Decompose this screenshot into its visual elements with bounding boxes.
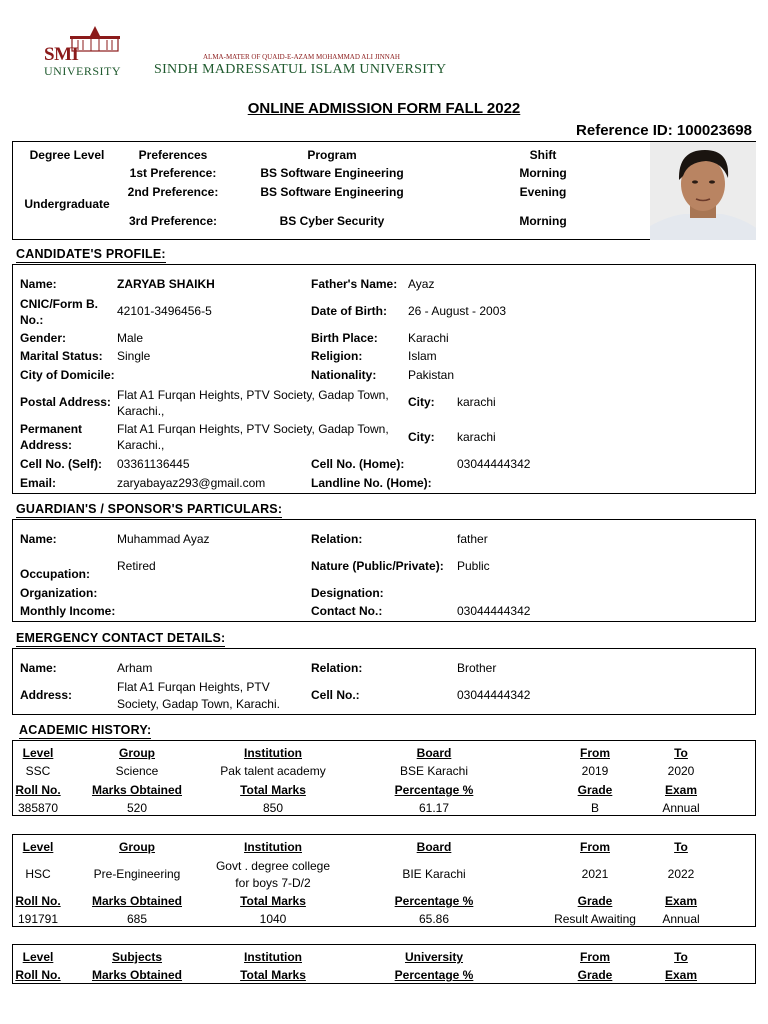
emergency-address-line2: Society, Gadap Town, Karachi. (117, 697, 280, 711)
emergency-relation-value: Brother (457, 661, 497, 675)
degree-level-value: Undergraduate (24, 197, 110, 211)
emergency-address-label: Address: (20, 688, 73, 702)
cell-home-label: Cell No. (Home): (311, 457, 405, 471)
nature-label: Nature (Public/Private): (311, 559, 444, 573)
hsc-marks: 685 (126, 912, 148, 926)
hsc-grade: Result Awaiting (554, 912, 636, 926)
ssc-h-group: Group (119, 746, 155, 760)
permanent-label-line2: Address: (20, 438, 73, 452)
uni-h-grade: Grade (577, 968, 613, 982)
reference-value: 100023698 (676, 122, 752, 139)
hsc-h-level: Level (22, 840, 54, 854)
landline-label: Landline No. (Home): (311, 476, 432, 490)
occupation-value: Retired (117, 559, 156, 573)
logo-smi-text: SMI (44, 44, 79, 65)
ssc-grade: B (590, 801, 600, 815)
designation-label: Designation: (311, 586, 384, 600)
pref-2-label: 2nd Preference: (127, 185, 219, 199)
domicile-label: City of Domicile: (20, 368, 115, 382)
father-name-label: Father's Name: (311, 277, 398, 291)
dob-value: 26 - August - 2003 (408, 304, 507, 318)
preferences-box (12, 141, 756, 240)
birth-place-label: Birth Place: (311, 331, 378, 345)
birth-place-value: Karachi (408, 331, 449, 345)
ssc-group: Science (115, 764, 159, 778)
hsc-h-marks: Marks Obtained (91, 894, 183, 908)
pref-3-label: 3rd Preference: (128, 214, 218, 228)
occupation-label: Occupation: (20, 567, 91, 581)
hsc-h-board: Board (416, 840, 452, 854)
cnic-label-line1: CNIC/Form B. (20, 297, 98, 311)
hsc-percentage: 65.86 (418, 912, 450, 926)
uni-h-exam: Exam (664, 968, 698, 982)
hsc-level: HSC (25, 867, 51, 881)
permanent-label-line1: Permanent (20, 422, 83, 436)
ssc-h-level: Level (22, 746, 54, 760)
hsc-h-exam: Exam (664, 894, 698, 908)
ssc-h-total: Total Marks (240, 783, 306, 797)
ssc-box (12, 740, 756, 816)
postal-address-label: Postal Address: (20, 395, 111, 409)
candidate-photo (650, 142, 756, 240)
name-label: Name: (20, 277, 57, 291)
gender-value: Male (117, 331, 144, 345)
contact-label: Contact No.: (311, 604, 383, 618)
marital-value: Single (117, 349, 151, 363)
religion-label: Religion: (311, 349, 363, 363)
emergency-relation-label: Relation: (311, 661, 363, 675)
emergency-address-value (117, 679, 280, 713)
hsc-h-total: Total Marks (240, 894, 306, 908)
uni-h-subjects: Subjects (111, 950, 163, 964)
ssc-h-roll: Roll No. (15, 783, 61, 797)
permanent-address-line1: Flat A1 Furqan Heights, PTV Society, Gadap Town, (117, 422, 389, 436)
ssc-to: 2020 (667, 764, 695, 778)
cell-self-value: 03361136445 (117, 457, 190, 471)
emergency-title: EMERGENCY CONTACT DETAILS: (16, 631, 226, 645)
hsc-h-percentage: Percentage % (394, 894, 474, 908)
nationality-label: Nationality: (311, 368, 377, 382)
pref-1-shift: Morning (519, 166, 567, 180)
header-preferences: Preferences (138, 148, 208, 162)
nature-value: Public (457, 559, 490, 573)
postal-city-label: City: (408, 395, 435, 409)
ssc-total: 850 (262, 801, 284, 815)
permanent-address-line2: Karachi., (117, 438, 165, 452)
permanent-address-label (20, 421, 82, 453)
candidate-profile-box (12, 264, 756, 494)
candidate-profile-title: CANDIDATE'S PROFILE: (16, 247, 166, 261)
ssc-institution: Pak talent academy (220, 764, 326, 778)
email-value: zaryabayaz293@gmail.com (117, 476, 266, 490)
permanent-address-value (117, 421, 389, 453)
logo-university-text: UNIVERSITY (44, 64, 121, 78)
ssc-h-to: To (674, 746, 688, 760)
cnic-label (20, 296, 98, 328)
emergency-box (12, 648, 756, 715)
ssc-level: SSC (25, 764, 51, 778)
emergency-cell-value: 03044444342 (457, 688, 531, 702)
uni-h-level: Level (22, 950, 54, 964)
postal-city-value: karachi (457, 395, 496, 409)
nationality-value: Pakistan (408, 368, 455, 382)
hsc-institution-line1: Govt . degree college (215, 859, 331, 873)
permanent-city-label: City: (408, 430, 435, 444)
guardian-name-value: Muhammad Ayaz (117, 532, 210, 546)
university-logo (44, 26, 132, 78)
header-shift: Shift (529, 148, 557, 162)
email-label: Email: (20, 476, 57, 490)
pref-1-program: BS Software Engineering (260, 166, 404, 180)
uni-h-from: From (580, 950, 610, 964)
hsc-to: 2022 (667, 867, 695, 881)
form-title: ONLINE ADMISSION FORM FALL 2022 (247, 100, 521, 117)
hsc-total: 1040 (259, 912, 287, 926)
hsc-h-roll: Roll No. (15, 894, 61, 908)
ssc-h-marks: Marks Obtained (91, 783, 183, 797)
header-program: Program (307, 148, 357, 162)
gender-label: Gender: (20, 331, 67, 345)
uni-h-institution: Institution (244, 950, 302, 964)
hsc-h-group: Group (119, 840, 155, 854)
hsc-h-grade: Grade (577, 894, 613, 908)
ssc-exam: Annual (662, 801, 700, 815)
uni-h-roll: Roll No. (15, 968, 61, 982)
pref-3-program: BS Cyber Security (279, 214, 385, 228)
hsc-institution-line2: for boys 7-D/2 (235, 876, 311, 890)
reference-id (576, 122, 752, 139)
uni-h-total: Total Marks (240, 968, 306, 982)
hsc-exam: Annual (662, 912, 700, 926)
cell-home-value: 03044444342 (457, 457, 531, 471)
guardian-box (12, 519, 756, 622)
postal-address-line1: Flat A1 Furqan Heights, PTV Society, Gadap Town, (117, 388, 389, 402)
university-name: SINDH MADRESSATUL ISLAM UNIVERSITY (154, 62, 447, 77)
ssc-h-institution: Institution (244, 746, 302, 760)
cell-self-label: Cell No. (Self): (20, 457, 103, 471)
emergency-address-line1: Flat A1 Furqan Heights, PTV (117, 680, 270, 694)
emergency-cell-label: Cell No.: (311, 688, 360, 702)
guardian-relation-label: Relation: (311, 532, 363, 546)
hsc-h-institution: Institution (244, 840, 302, 854)
uni-h-percentage: Percentage % (394, 968, 474, 982)
hsc-board: BIE Karachi (402, 867, 466, 881)
cnic-label-line2: No.: (20, 313, 44, 327)
ssc-board: BSE Karachi (399, 764, 469, 778)
ssc-from: 2019 (581, 764, 609, 778)
university-box (12, 944, 756, 984)
ssc-h-board: Board (416, 746, 452, 760)
monthly-income-label: Monthly Income: (20, 604, 116, 618)
uni-h-university: University (404, 950, 464, 964)
hsc-roll: 191791 (17, 912, 59, 926)
ssc-roll: 385870 (17, 801, 59, 815)
guardian-name-label: Name: (20, 532, 57, 546)
postal-address-line2: Karachi., (117, 404, 165, 418)
organization-label: Organization: (20, 586, 98, 600)
reference-label: Reference ID: (576, 122, 673, 139)
pref-3-shift: Morning (519, 214, 567, 228)
uni-h-marks: Marks Obtained (91, 968, 183, 982)
hsc-group: Pre-Engineering (93, 867, 181, 881)
marital-label: Marital Status: (20, 349, 103, 363)
postal-address-value (117, 387, 389, 419)
ssc-percentage: 61.17 (418, 801, 450, 815)
guardian-relation-value: father (457, 532, 488, 546)
ssc-h-grade: Grade (577, 783, 613, 797)
guardian-title: GUARDIAN'S / SPONSOR'S PARTICULARS: (16, 502, 283, 516)
emergency-name-label: Name: (20, 661, 57, 675)
ssc-h-percentage: Percentage % (394, 783, 474, 797)
pref-2-shift: Evening (519, 185, 567, 199)
alma-mater-line: ALMA-MATER OF QUAID-E-AZAM MOHAMMAD ALI JINNAH (203, 53, 400, 61)
dob-label: Date of Birth: (311, 304, 387, 318)
hsc-box (12, 834, 756, 927)
hsc-institution (216, 858, 330, 892)
father-name-value: Ayaz (408, 277, 435, 291)
hsc-h-to: To (674, 840, 688, 854)
hsc-from: 2021 (581, 867, 609, 881)
cnic-value: 42101-3496456-5 (117, 304, 212, 318)
uni-h-to: To (674, 950, 688, 964)
hsc-h-from: From (580, 840, 610, 854)
religion-value: Islam (408, 349, 437, 363)
permanent-city-value: karachi (457, 430, 496, 444)
pref-2-program: BS Software Engineering (260, 185, 404, 199)
name-value: ZARYAB SHAIKH (117, 277, 215, 291)
ssc-h-exam: Exam (664, 783, 698, 797)
ssc-marks: 520 (126, 801, 148, 815)
pref-1-label: 1st Preference: (129, 166, 217, 180)
academic-title: ACADEMIC HISTORY: (19, 723, 152, 737)
contact-value: 03044444342 (457, 604, 531, 618)
emergency-name-value: Arham (117, 661, 153, 675)
ssc-h-from: From (580, 746, 610, 760)
header-degree-level: Degree Level (29, 148, 105, 162)
